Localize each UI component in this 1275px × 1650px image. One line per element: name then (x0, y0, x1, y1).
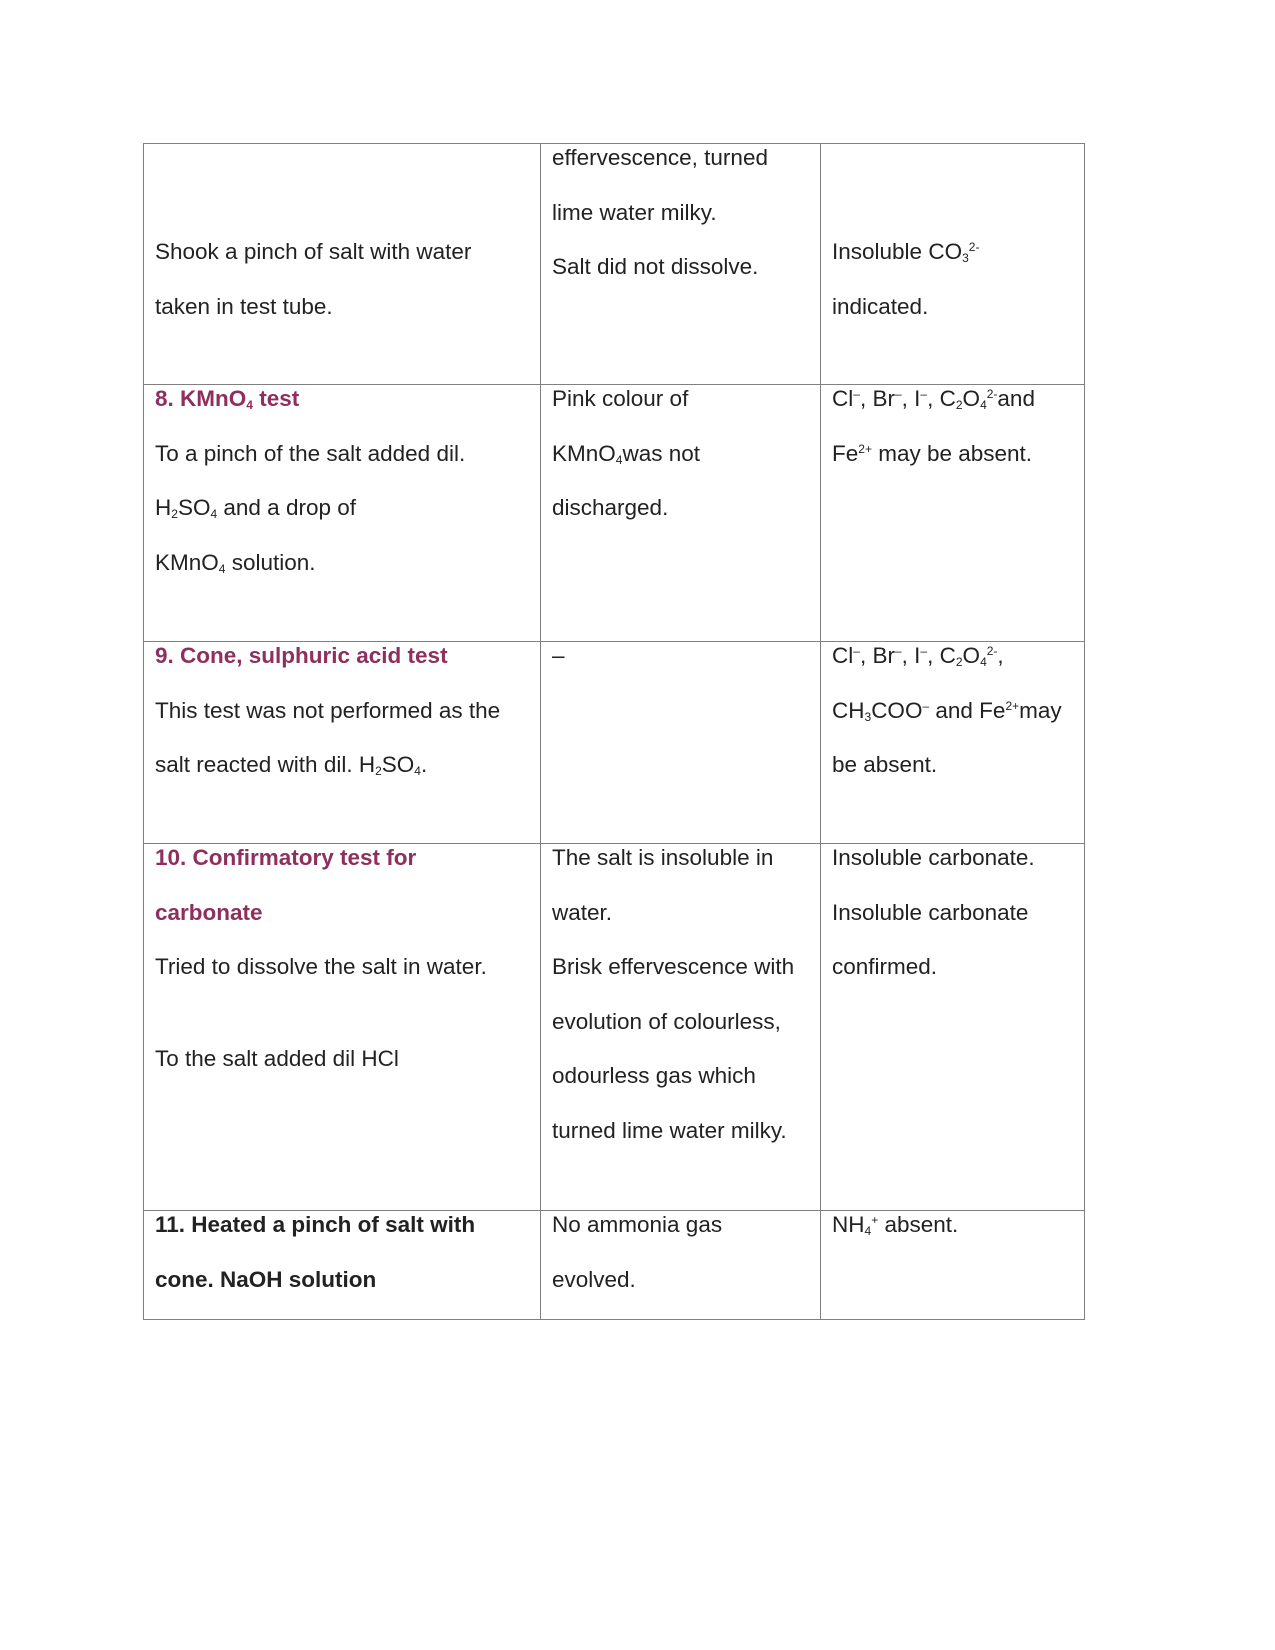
text-line (832, 831, 1073, 886)
cell-content (832, 225, 1073, 334)
text-line (832, 684, 1073, 739)
text-line (155, 1198, 529, 1253)
text-line (552, 940, 809, 995)
text-line (552, 1049, 809, 1104)
text-segment: Pink colour of (552, 386, 689, 411)
inference-cell (821, 1211, 1085, 1320)
experiment-cell (144, 1211, 541, 1320)
text-segment: O (962, 643, 981, 668)
text-segment: cone. NaOH solution (155, 1266, 377, 1292)
text-segment: and Fe (929, 697, 1006, 723)
cell-content (155, 831, 529, 1086)
text-line (832, 629, 1073, 684)
text-line (552, 1104, 809, 1159)
text-line (552, 1253, 809, 1308)
subscript: 4 (414, 764, 421, 779)
text-segment: and a drop of (217, 495, 356, 521)
text-line (155, 1032, 529, 1087)
cell-content (832, 831, 1073, 995)
text-segment: The salt is insoluble in (552, 845, 774, 870)
text-segment: discharged. (552, 495, 669, 521)
experiment-cell (144, 144, 541, 385)
observation-cell (541, 1211, 821, 1320)
text-segment: Brisk effervescence with (552, 954, 795, 980)
text-line (155, 427, 529, 482)
cell-content (155, 372, 529, 590)
text-segment: SO (177, 495, 211, 521)
observation-cell (541, 844, 821, 1211)
subscript: 4 (864, 1224, 872, 1238)
text-line (832, 372, 1073, 427)
text-line (155, 1253, 529, 1308)
superscript: 2+ (858, 441, 872, 456)
superscript: – (894, 644, 902, 658)
text-line (155, 481, 529, 536)
text-segment: Salt did not dissolve. (552, 254, 759, 280)
text-segment: salt reacted with dil. H (155, 752, 376, 778)
text-segment: Fe (832, 440, 859, 466)
text-segment: KMnO (155, 549, 219, 575)
text-segment: SO (381, 752, 415, 778)
text-segment: may (1019, 697, 1062, 723)
observation-cell (541, 144, 821, 385)
subscript: 4 (218, 561, 226, 576)
text-segment: This test was not performed as the (155, 697, 501, 723)
test-heading (155, 372, 529, 427)
text-line (832, 940, 1073, 995)
text-segment: lime water milky. (552, 199, 717, 225)
text-segment: , C (927, 386, 956, 411)
cell-content (832, 1198, 1073, 1253)
text-line (155, 684, 529, 739)
text-line (155, 225, 529, 280)
table-row (144, 1211, 1085, 1320)
text-line (155, 738, 529, 793)
superscript: + (871, 1213, 879, 1227)
text-segment: COO (871, 697, 923, 723)
subscript: 2 (955, 398, 963, 412)
cell-content (155, 629, 529, 793)
text-segment: , Br (859, 386, 895, 411)
test-heading (155, 831, 529, 886)
subscript: 4 (246, 398, 253, 412)
subscript: 2 (375, 764, 382, 779)
text-segment: , Br (859, 643, 895, 668)
test-heading (155, 629, 529, 684)
text-segment: taken in test tube. (155, 293, 333, 319)
text-segment: confirmed. (832, 954, 938, 980)
text-segment: Insoluble CO (832, 239, 963, 264)
subscript: 2 (171, 507, 178, 522)
superscript: 2+ (1005, 698, 1020, 713)
text-segment: , I (901, 643, 921, 668)
cell-content (552, 372, 809, 536)
experiment-cell (144, 385, 541, 642)
superscript: 2- (986, 644, 998, 658)
test-heading (155, 886, 529, 941)
cell-content (832, 629, 1073, 793)
experiment-cell (144, 642, 541, 844)
text-segment: Insoluble carbonate (832, 899, 1029, 925)
table-row (144, 844, 1085, 1211)
text-line (552, 886, 809, 941)
text-segment: , C (927, 643, 956, 668)
text-line (832, 225, 1073, 280)
superscript: – (853, 387, 860, 401)
text-segment: 11. Heated a pinch of salt with (155, 1212, 476, 1237)
superscript: – (920, 644, 928, 658)
text-segment: O (962, 386, 981, 411)
text-segment: and (997, 386, 1035, 411)
text-line (832, 1198, 1073, 1253)
text-segment: be absent. (832, 752, 938, 778)
text-line (552, 1198, 809, 1253)
superscript: – (894, 387, 902, 401)
superscript: – (922, 698, 930, 713)
text-line (155, 536, 529, 591)
inference-cell (821, 144, 1085, 385)
cell-content (832, 372, 1073, 481)
text-segment: CH (832, 697, 865, 723)
cell-content (552, 831, 809, 1159)
text-segment: water. (552, 899, 613, 925)
text-segment: effervescence, turned (552, 145, 768, 170)
text-segment: was not (622, 440, 700, 466)
text-segment: indicated. (832, 293, 929, 319)
text-line (552, 427, 809, 482)
observation-cell (541, 642, 821, 844)
subscript: 4 (980, 398, 987, 412)
text-line (552, 186, 809, 241)
text-segment: evolution of colourless, (552, 1008, 781, 1034)
text-segment: Shook a pinch of salt with water (155, 239, 472, 264)
text-segment: To the salt added dil HCl (155, 1045, 399, 1071)
text-segment: H (155, 495, 172, 521)
text-segment: odourless gas which (552, 1063, 756, 1089)
inference-cell (821, 385, 1085, 642)
text-segment: 10. Confirmatory test for (155, 845, 417, 870)
table-row (144, 144, 1085, 385)
experiment-cell (144, 844, 541, 1211)
text-segment: , I (901, 386, 921, 411)
text-segment: . (420, 752, 428, 778)
inference-cell (821, 844, 1085, 1211)
superscript: 2- (968, 240, 980, 254)
subscript: 3 (864, 709, 872, 724)
text-segment: turned lime water milky. (552, 1117, 787, 1143)
text-line (832, 738, 1073, 793)
text-segment: To a pinch of the salt added dil. (155, 440, 466, 466)
text-segment: , (997, 643, 1004, 668)
text-line (552, 629, 809, 684)
text-line (552, 240, 809, 295)
text-line (552, 995, 809, 1050)
cell-content (155, 225, 529, 334)
subscript: 4 (980, 655, 987, 669)
text-segment: absent. (878, 1212, 959, 1237)
text-segment: evolved. (552, 1266, 636, 1292)
subscript: 4 (210, 507, 218, 522)
text-segment: may be absent. (871, 440, 1033, 466)
text-segment: Cl (832, 643, 854, 668)
subscript: 3 (962, 251, 969, 265)
text-line (155, 280, 529, 335)
inference-cell (821, 642, 1085, 844)
table-row (144, 642, 1085, 844)
text-line (832, 427, 1073, 482)
text-line (552, 481, 809, 536)
superscript: 2- (986, 387, 998, 401)
text-line (552, 372, 809, 427)
observation-cell (541, 385, 821, 642)
cell-content (155, 1198, 529, 1307)
cell-content (552, 629, 809, 684)
text-segment: carbonate (155, 899, 263, 925)
text-line (832, 886, 1073, 941)
text-segment: Cl (832, 386, 854, 411)
text-line (155, 940, 529, 995)
text-line (552, 831, 809, 886)
text-segment: NH (832, 1212, 865, 1237)
text-line (832, 280, 1073, 335)
text-line (552, 131, 809, 186)
observation-table (143, 143, 1085, 1320)
text-segment: Insoluble carbonate. (832, 845, 1035, 870)
text-segment: 9. Cone, sulphuric acid test (155, 643, 448, 668)
text-segment: Tried to dissolve the salt in water. (155, 954, 487, 980)
table-row (144, 385, 1085, 642)
text-segment: 8. KMnO (155, 386, 247, 411)
subscript: 2 (955, 655, 963, 669)
text-segment: solution. (225, 549, 316, 575)
text-segment: KMnO (552, 440, 616, 466)
cell-content (552, 1198, 809, 1307)
text-segment: No ammonia gas (552, 1212, 723, 1237)
superscript: – (853, 644, 860, 658)
text-segment: – (552, 643, 565, 668)
superscript: – (920, 387, 928, 401)
cell-content (552, 131, 809, 295)
subscript: 4 (615, 452, 623, 467)
text-segment: test (252, 386, 300, 411)
